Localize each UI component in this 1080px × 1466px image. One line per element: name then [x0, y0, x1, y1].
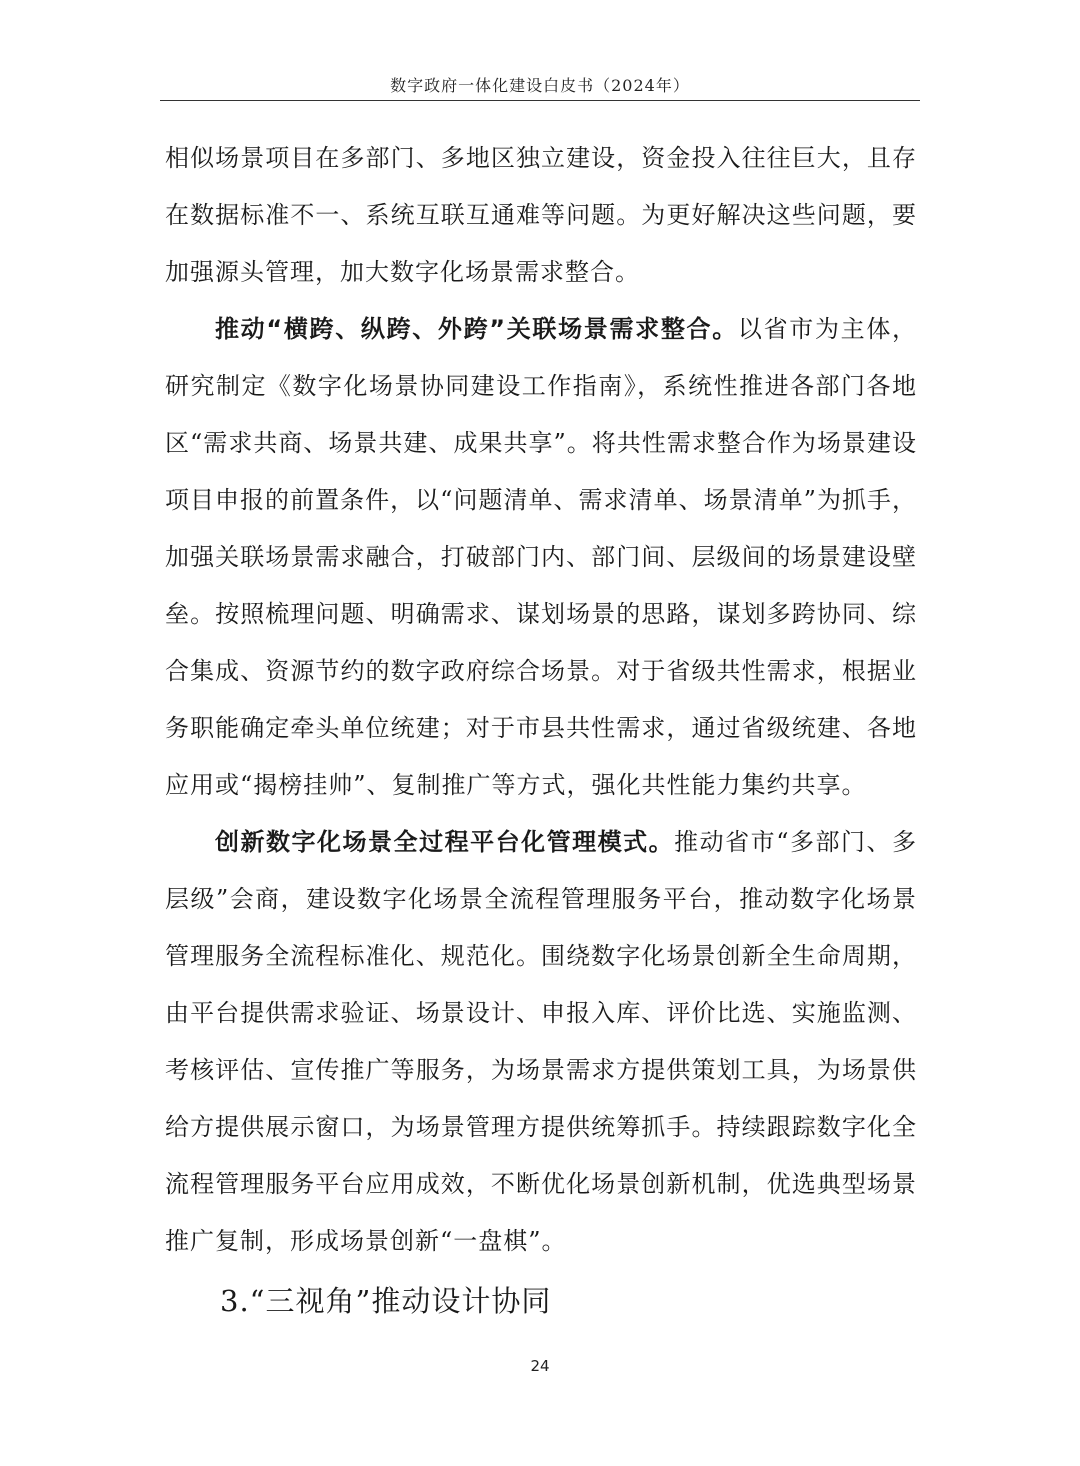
- paragraph-2-lead: 推动“横跨、纵跨、外跨”关联场景需求整合。: [215, 315, 738, 343]
- paragraph-2-text: 以省市为主体，研究制定《数字化场景协同建设工作指南》，系统性推进各部门各地区“需求共商、场景共建、成果共享”。将共性需求整合作为场景建设项目申报的前置条件，以“问题清单、需求清单、场景清单”为抓手，加强关联场景需求融合，打破部门内、部门间、层级间的场景建设壁垒。按照梳理问题、明确需求、谋划场景的思路，谋划多跨协同、综合集成、资源节约的数字政府综合场景。对于省级共性需求，根据业务职能确定牵头单位统建；对于市县共性需求，通过省级统建、各地应用或“揭榜挂帅”、复制推广等方式，强化共性能力集约共享。: [165, 315, 918, 799]
- header-rule: [160, 100, 920, 101]
- paragraph-1: 相似场景项目在多部门、多地区独立建设，资金投入往往巨大，且存在数据标准不一、系统互联互通难等问题。为更好解决这些问题，要加强源头管理，加大数字化场景需求整合。: [165, 144, 917, 286]
- page-body: [165, 130, 917, 1332]
- running-header: 数字政府一体化建设白皮书（2024年）: [390, 76, 690, 95]
- paragraph-3: [165, 814, 917, 1270]
- paragraph-3-lead: 创新数字化场景全过程平台化管理模式。: [215, 828, 675, 856]
- paragraph-3-text: 推动省市“多部门、多层级”会商，建设数字化场景全流程管理服务平台，推动数字化场景管理服务全流程标准化、规范化。围绕数字化场景创新全生命周期，由平台提供需求验证、场景设计、申报入库、评价比选、实施监测、考核评估、宣传推广等服务，为场景需求方提供策划工具，为场景供给方提供展示窗口，为场景管理方提供统筹抓手。持续跟踪数字化全流程管理服务平台应用成效，不断优化场景创新机制，优选典型场景推广复制，形成场景创新“一盘棋”。: [165, 828, 917, 1255]
- page-number: 24: [530, 1357, 550, 1375]
- section-heading: 3.“三视角”推动设计协同: [220, 1284, 552, 1318]
- paragraph-2: [165, 301, 917, 814]
